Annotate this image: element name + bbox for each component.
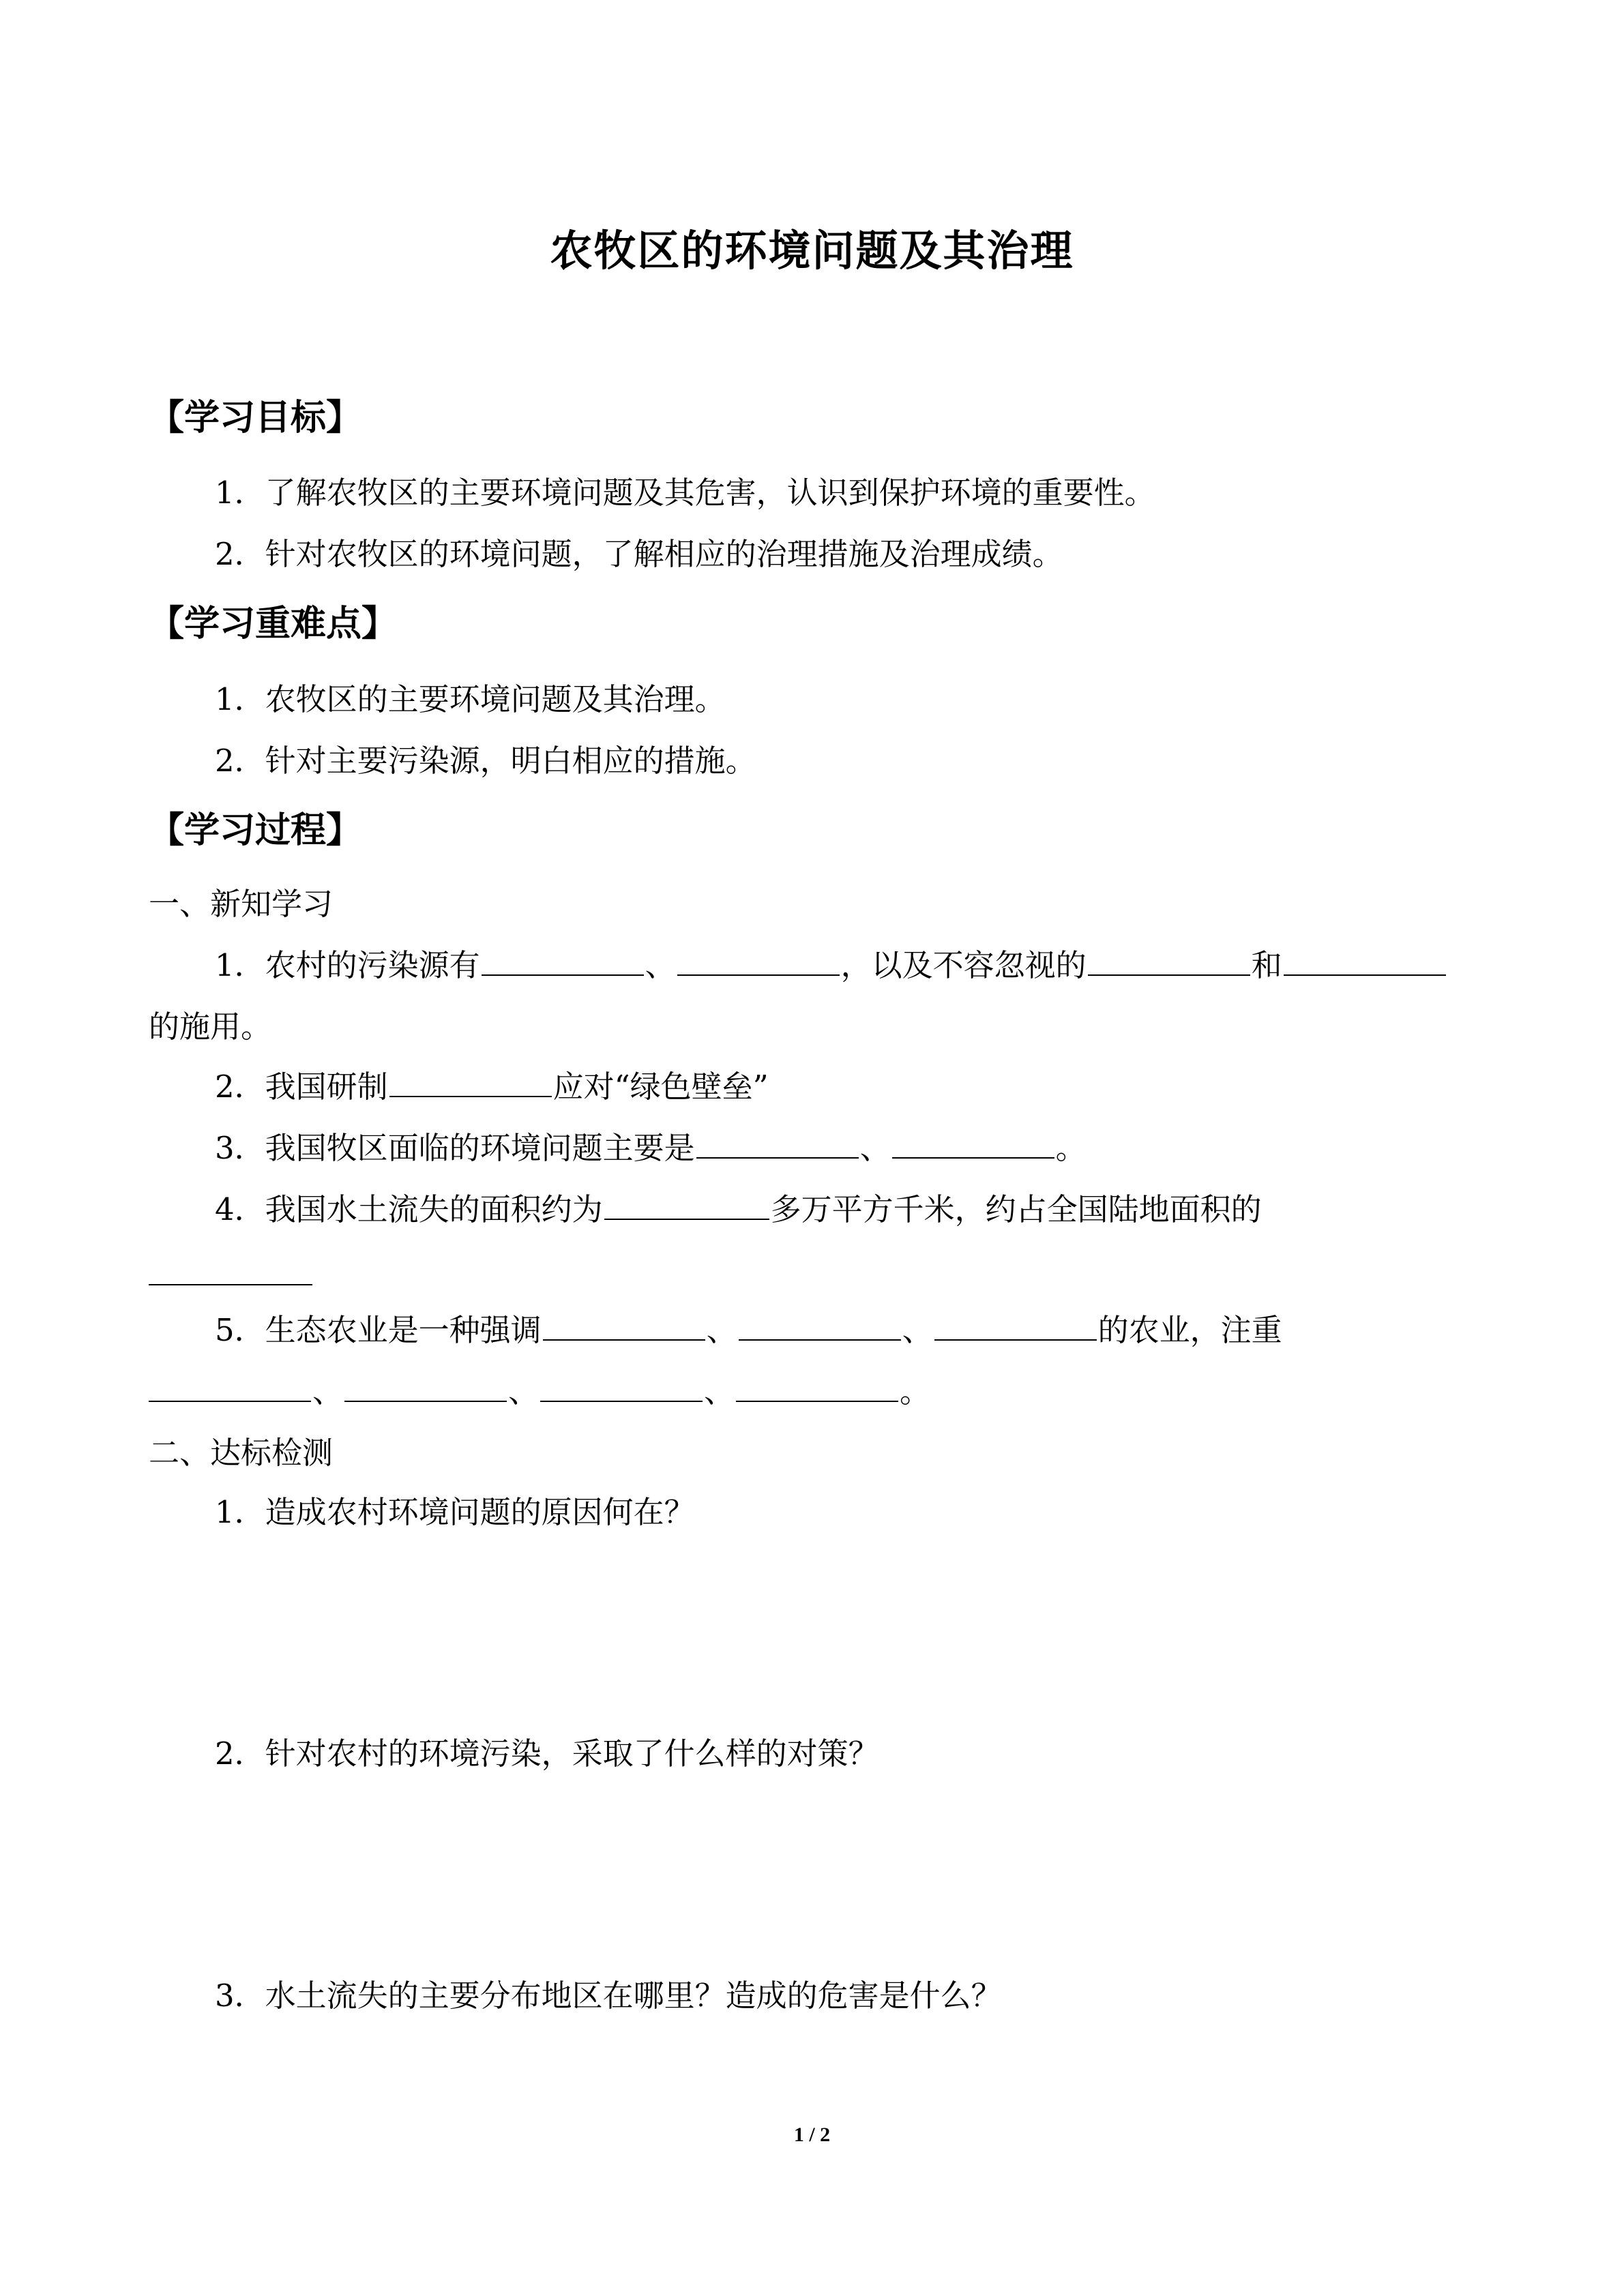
q5-blank-7[interactable] [736, 1400, 898, 1402]
q2-blank[interactable] [389, 1095, 552, 1097]
q5-sep-1: 、 [706, 1312, 737, 1348]
fill-question-5 [215, 1312, 1282, 1348]
key-point-item-2: 2．针对主要污染源，明白相应的措施。 [215, 743, 756, 779]
q1-sep: 、 [645, 947, 676, 983]
check-question-1: 1．造成农村环境问题的原因何在？ [215, 1494, 695, 1530]
q5-sep-2: 、 [902, 1312, 933, 1348]
q2-prefix: 2．我国研制 [215, 1069, 388, 1105]
q5-blank-3[interactable] [934, 1339, 1097, 1341]
q1-blank-4[interactable] [1284, 974, 1446, 976]
q3-blank-1[interactable] [696, 1157, 859, 1159]
q2-suffix: 应对“绿色壁垒” [552, 1069, 769, 1105]
q5-blank-2[interactable] [739, 1339, 901, 1341]
q4-prefix: 4．我国水土流失的面积约为 [215, 1191, 603, 1227]
q1-blank-3[interactable] [1088, 974, 1250, 976]
q5-prefix: 5．生态农业是一种强调 [215, 1312, 542, 1348]
q5-continuation [149, 1373, 931, 1410]
fill-question-1 [215, 947, 1447, 983]
q1-blank-1[interactable] [482, 974, 644, 976]
fill-question-3 [215, 1130, 1087, 1166]
goal-item-2: 2．针对农牧区的环境问题，了解相应的治理措施及治理成绩。 [215, 536, 1063, 572]
q1-blank-2[interactable] [677, 974, 840, 976]
section-heading-goals: 【学习目标】 [149, 398, 362, 438]
q3-sep: 、 [859, 1130, 891, 1166]
q1-continuation: 的施用。 [149, 1009, 272, 1045]
q4-blank-1[interactable] [604, 1218, 769, 1220]
fill-question-2 [215, 1069, 769, 1105]
q5-end: 。 [900, 1373, 931, 1410]
q5-blank-4[interactable] [149, 1400, 311, 1402]
part2-label: 二、达标检测 [149, 1435, 334, 1471]
q1-prefix: 1．农村的污染源有 [215, 947, 480, 983]
goal-item-1: 1．了解农牧区的主要环境问题及其危害，认识到保护环境的重要性。 [215, 475, 1155, 511]
q4-blank-2[interactable] [149, 1284, 312, 1285]
section-heading-key-points: 【学习重难点】 [149, 603, 398, 644]
q5-blank-6[interactable] [540, 1400, 703, 1402]
q3-end: 。 [1055, 1130, 1087, 1166]
q4-suffix: 多万平方千米，约占全国陆地面积的 [770, 1191, 1262, 1227]
q5-sep-5: 、 [704, 1373, 735, 1410]
key-point-item-1: 1．农牧区的主要环境问题及其治理。 [215, 681, 726, 717]
part1-label: 一、新知学习 [149, 886, 334, 922]
q1-mid: ，以及不容忽视的 [840, 947, 1087, 983]
check-question-2: 2．针对农村的环境污染，采取了什么样的对策？ [215, 1735, 879, 1772]
q5-suffix: 的农业，注重 [1097, 1312, 1282, 1348]
check-question-3: 3．水土流失的主要分布地区在哪里？造成的危害是什么？ [215, 1978, 1002, 2014]
page-number: 1 / 2 [793, 2123, 831, 2146]
q5-sep-3: 、 [312, 1373, 344, 1410]
q5-blank-5[interactable] [344, 1400, 507, 1402]
page-title: 农牧区的环境问题及其治理 [550, 226, 1074, 275]
q5-blank-1[interactable] [543, 1339, 705, 1341]
q1-conj: 和 [1251, 947, 1282, 983]
section-heading-process: 【学习过程】 [149, 810, 362, 851]
q5-sep-4: 、 [508, 1373, 540, 1410]
q3-blank-2[interactable] [892, 1157, 1054, 1159]
q3-prefix: 3．我国牧区面临的环境问题主要是 [215, 1130, 695, 1166]
fill-question-4 [215, 1191, 1262, 1227]
